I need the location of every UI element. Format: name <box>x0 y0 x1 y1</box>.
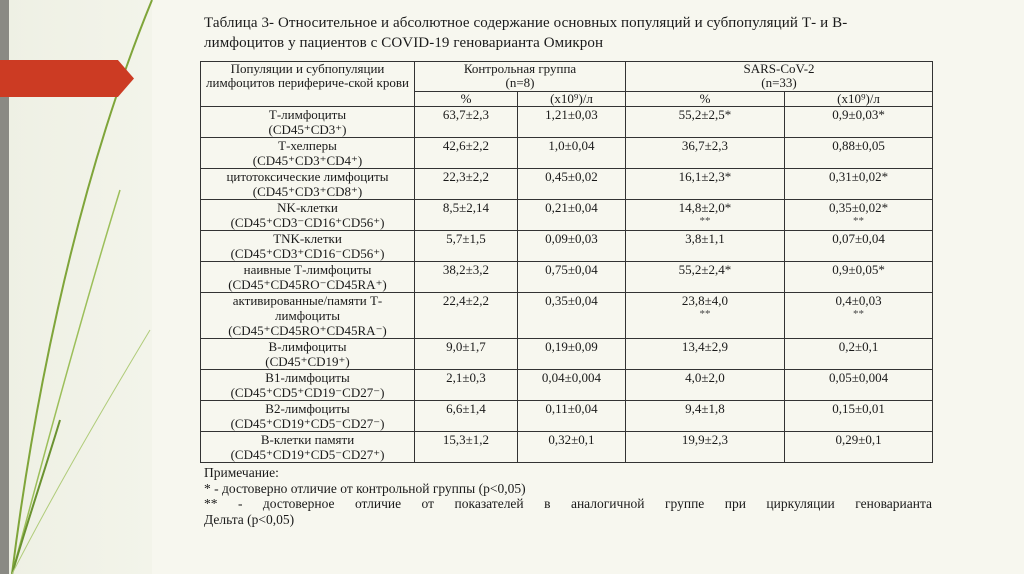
header-control-pct: % <box>415 91 518 106</box>
value-text: 63,7±2,3 <box>442 107 490 122</box>
value-text: 0,05±0,004 <box>828 370 889 385</box>
table-row <box>201 262 933 293</box>
value-text: 5,7±1,5 <box>446 231 486 246</box>
value-text: 9,0±1,7 <box>446 339 486 354</box>
value-text: 9,4±1,8 <box>685 401 725 416</box>
population-name: Т-хелперы <box>278 138 337 153</box>
population-cell <box>201 200 415 231</box>
value-text: 14,8±2,0* <box>678 200 732 215</box>
population-name: В-клетки памяти <box>260 432 355 447</box>
value-text: 0,9±0,03* <box>832 107 885 122</box>
value-cell-s-abs <box>785 231 933 262</box>
title-line-1: Таблица 3- Относительное и абсолютное содержание основных популяций и субпопуляций Т- и В- <box>204 15 848 31</box>
value-cell-s-abs <box>785 200 933 231</box>
population-name: цитотоксические лимфоциты <box>226 169 389 184</box>
notes <box>204 465 932 527</box>
value-text: 16,1±2,3* <box>678 169 732 184</box>
population-name: В-лимфоциты <box>268 339 347 354</box>
table-row <box>201 200 933 231</box>
value-cell-s-pct <box>626 231 785 262</box>
population-cell <box>201 138 415 169</box>
value-text: 1,21±0,03 <box>545 107 598 122</box>
table-body <box>201 107 933 463</box>
value-cell-s-pct <box>626 107 785 138</box>
table-row <box>201 401 933 432</box>
population-name: TNK-клетки <box>273 231 342 246</box>
value-cell-c-abs <box>518 293 626 339</box>
value-cell-s-abs <box>785 107 933 138</box>
value-text: 19,9±2,3 <box>681 432 729 447</box>
value-text: 0,45±0,02 <box>545 169 598 184</box>
value-cell-c-abs <box>518 169 626 200</box>
header-control-name: Контрольная группа <box>463 61 577 76</box>
value-cell-s-pct <box>626 262 785 293</box>
red-accent-tab <box>0 60 134 97</box>
population-cell <box>201 231 415 262</box>
table-row <box>201 293 933 339</box>
value-cell-c-pct <box>415 401 518 432</box>
population-marker: (CD45⁺CD3⁻CD16⁺CD56⁺) <box>230 215 385 230</box>
value-text: 55,2±2,4* <box>678 262 732 277</box>
value-cell-s-abs <box>785 138 933 169</box>
significance-stars: ** <box>699 308 711 320</box>
value-cell-s-pct <box>626 138 785 169</box>
value-cell-c-pct <box>415 169 518 200</box>
population-cell <box>201 401 415 432</box>
population-name: Т-лимфоциты <box>268 107 347 122</box>
value-text: 0,9±0,05* <box>832 262 885 277</box>
value-cell-c-abs <box>518 231 626 262</box>
population-marker: (CD45⁺CD5⁺CD19⁻CD27⁻) <box>230 385 385 400</box>
value-cell-s-pct <box>626 200 785 231</box>
value-text: 0,2±0,1 <box>838 339 879 354</box>
value-text: 0,31±0,02* <box>828 169 889 184</box>
table-row <box>201 432 933 463</box>
value-cell-c-pct <box>415 200 518 231</box>
table-row <box>201 370 933 401</box>
header-populations: Популяции и субпопуляции лимфоцитов перифериче-ской крови <box>201 62 415 107</box>
table-row <box>201 169 933 200</box>
header-control-group <box>415 62 626 92</box>
population-marker: (CD45⁺CD3⁺CD8⁺) <box>252 184 363 199</box>
value-cell-s-pct <box>626 339 785 370</box>
table-row <box>201 107 933 138</box>
note-2: ** - достоверное отличие от показателей в аналогичной группе при циркуляции геноварианта <box>204 496 932 511</box>
value-text: 0,32±0,1 <box>548 432 595 447</box>
table-row <box>201 231 933 262</box>
value-cell-c-pct <box>415 370 518 401</box>
value-text: 55,2±2,5* <box>678 107 732 122</box>
population-name: NK-клетки <box>277 200 338 215</box>
population-marker: (CD45⁺CD19⁺CD5⁻CD27⁻) <box>230 416 385 431</box>
value-cell-s-pct <box>626 370 785 401</box>
value-cell-s-abs <box>785 262 933 293</box>
value-text: 0,21±0,04 <box>545 200 598 215</box>
header-control-n: (n=8) <box>505 75 535 90</box>
population-marker: (CD45⁺CD19⁺) <box>265 354 350 369</box>
value-cell-c-pct <box>415 107 518 138</box>
population-name: В2-лимфоциты <box>265 401 350 416</box>
value-cell-c-abs <box>518 262 626 293</box>
value-cell-s-abs <box>785 432 933 463</box>
value-text: 0,11±0,04 <box>545 401 598 416</box>
value-cell-s-pct <box>626 169 785 200</box>
value-cell-s-abs <box>785 401 933 432</box>
value-text: 13,4±2,9 <box>681 339 729 354</box>
value-cell-c-pct <box>415 262 518 293</box>
header-control-abs: (x10⁹)/л <box>518 91 626 106</box>
header-cov-pct: % <box>626 91 785 106</box>
note-heading: Примечание: <box>204 465 279 480</box>
value-text: 3,8±1,1 <box>685 231 725 246</box>
value-text: 15,3±1,2 <box>442 432 490 447</box>
slide-content <box>200 14 936 527</box>
population-cell <box>201 432 415 463</box>
value-cell-s-abs <box>785 339 933 370</box>
value-cell-s-pct <box>626 293 785 339</box>
value-text: 0,35±0,04 <box>545 293 598 308</box>
header-sars-cov-2 <box>626 62 933 92</box>
value-text: 0,04±0,004 <box>541 370 602 385</box>
population-cell <box>201 339 415 370</box>
population-marker: (CD45⁺CD3⁺CD16⁻CD56⁺) <box>230 246 385 261</box>
population-marker: (CD45⁺CD3⁺CD4⁺) <box>252 153 363 168</box>
value-cell-s-abs <box>785 293 933 339</box>
significance-stars: ** <box>699 215 711 227</box>
value-cell-c-abs <box>518 401 626 432</box>
value-cell-c-pct <box>415 231 518 262</box>
table-row <box>201 339 933 370</box>
value-text: 0,09±0,03 <box>545 231 598 246</box>
population-name: В1-лимфоциты <box>265 370 350 385</box>
value-cell-c-abs <box>518 107 626 138</box>
value-cell-c-abs <box>518 432 626 463</box>
value-text: 6,6±1,4 <box>446 401 486 416</box>
value-text: 22,4±2,2 <box>442 293 490 308</box>
value-text: 1,0±0,04 <box>548 138 595 153</box>
note-1: * - достоверно отличие от контрольной группы (р<0,05) <box>204 480 526 496</box>
value-text: 0,75±0,04 <box>545 262 598 277</box>
value-text: 8,5±2,14 <box>442 200 490 215</box>
population-marker: (CD45⁺CD45RO⁻CD45RA⁺) <box>228 277 387 292</box>
significance-stars: ** <box>853 308 864 320</box>
value-cell-s-pct <box>626 432 785 463</box>
value-cell-c-abs <box>518 370 626 401</box>
population-name: наивные Т-лимфоциты <box>243 262 372 277</box>
value-text: 22,3±2,2 <box>442 169 490 184</box>
significance-stars: ** <box>853 215 864 227</box>
table-row <box>201 138 933 169</box>
header-cov-abs: (x10⁹)/л <box>785 91 933 106</box>
population-cell <box>201 107 415 138</box>
value-cell-s-abs <box>785 169 933 200</box>
value-text: 0,07±0,04 <box>832 231 885 246</box>
value-cell-c-pct <box>415 432 518 463</box>
value-text: 0,19±0,09 <box>545 339 598 354</box>
population-cell <box>201 293 415 339</box>
value-cell-c-abs <box>518 138 626 169</box>
value-cell-c-pct <box>415 293 518 339</box>
population-marker: (CD45⁺CD19⁺CD5⁻CD27⁺) <box>230 447 385 462</box>
title-line-2: лимфоцитов у пациентов с COVID-19 геноварианта Омикрон <box>204 34 604 51</box>
value-text: 0,88±0,05 <box>832 138 885 153</box>
value-text: 23,8±4,0 <box>681 293 729 308</box>
population-marker: (CD45⁺CD45RO⁺CD45RA⁻) <box>228 323 387 338</box>
value-text: 0,35±0,02* <box>828 200 889 215</box>
note-3: Дельта (р<0,05) <box>204 511 295 527</box>
header-cov-n: (n=33) <box>761 75 797 90</box>
population-marker: (CD45⁺CD3⁺) <box>268 122 347 137</box>
value-text: 0,29±0,1 <box>835 432 882 447</box>
value-cell-s-abs <box>785 370 933 401</box>
value-text: 2,1±0,3 <box>446 370 486 385</box>
value-cell-c-abs <box>518 339 626 370</box>
population-cell <box>201 169 415 200</box>
value-cell-c-pct <box>415 138 518 169</box>
value-cell-c-pct <box>415 339 518 370</box>
population-cell <box>201 262 415 293</box>
population-cell <box>201 370 415 401</box>
population-name: активированные/памяти Т-лимфоциты <box>232 293 383 323</box>
value-text: 4,0±2,0 <box>685 370 725 385</box>
value-text: 38,2±3,2 <box>442 262 490 277</box>
header-cov-name: SARS-CoV-2 <box>743 61 815 76</box>
value-cell-s-pct <box>626 401 785 432</box>
table-title <box>204 14 936 53</box>
value-text: 36,7±2,3 <box>681 138 729 153</box>
value-text: 0,4±0,03 <box>835 293 882 308</box>
header-row-groups <box>201 62 933 92</box>
value-text: 0,15±0,01 <box>832 401 885 416</box>
lymphocyte-table <box>200 61 933 463</box>
value-text: 42,6±2,2 <box>442 138 490 153</box>
value-cell-c-abs <box>518 200 626 231</box>
